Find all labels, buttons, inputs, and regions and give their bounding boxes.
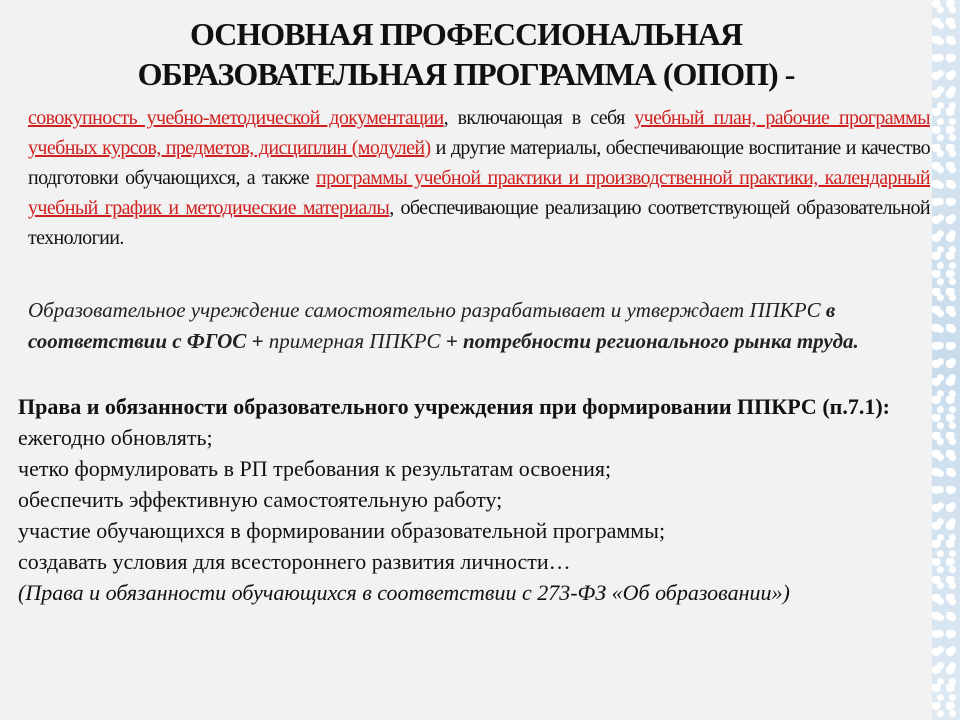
rights-item: ежегодно обновлять; bbox=[18, 425, 213, 450]
definition-paragraph bbox=[28, 103, 930, 253]
note-text-1: Образовательное учреждение самостоятельно разрабатывает и утверждает ППКРС bbox=[28, 298, 826, 322]
rights-title: Права и обязанности образовательного учреждения при формировании ППКРС (п.7.1): bbox=[18, 394, 890, 419]
definition-text-2: и другие материалы, обеспечивающие воспитание и качество подготовки обучающихся, а также bbox=[28, 137, 930, 189]
decorative-background-strip bbox=[932, 0, 960, 720]
note-bold-2: + потребности регионального рынка труда. bbox=[445, 329, 859, 353]
definition-highlight-1: совокупность учебно-методической документации bbox=[28, 107, 444, 129]
definition-text-3: , обеспечивающие реализацию соответствующей образовательной технологии. bbox=[28, 197, 930, 249]
definition-text-1: , включающая в себя bbox=[443, 107, 635, 129]
rights-item: четко формулировать в РП требования к результатам освоения; bbox=[18, 456, 612, 481]
rights-footer: (Права и обязанности обучающихся в соответствии с 273-ФЗ «Об образовании») bbox=[18, 580, 790, 605]
slide-title-line2: ОБРАЗОВАТЕЛЬНАЯ ПРОГРАММА (ОПОП) - bbox=[137, 56, 795, 92]
italic-note bbox=[28, 295, 908, 357]
definition-highlight-3: программы учебной практики и производственной практики, календарный учебный график и методические материалы bbox=[28, 167, 930, 219]
rights-item: участие обучающихся в формировании образовательной программы; bbox=[18, 518, 666, 543]
rights-item: создавать условия для всестороннего развития личности… bbox=[18, 549, 571, 574]
rights-item: обеспечить эффективную самостоятельную работу; bbox=[18, 487, 503, 512]
slide-title-line1: ОСНОВНАЯ ПРОФЕССИОНАЛЬНАЯ bbox=[189, 16, 743, 52]
note-bold-1: в соответствии с ФГОС + bbox=[28, 298, 836, 353]
rights-section bbox=[18, 391, 930, 608]
slide-title bbox=[0, 14, 932, 94]
note-text-2: примерная ППКРС bbox=[263, 329, 446, 353]
definition-highlight-2: учебный план, рабочие программы учебных курсов, предметов, дисциплин (модулей) bbox=[28, 107, 930, 159]
